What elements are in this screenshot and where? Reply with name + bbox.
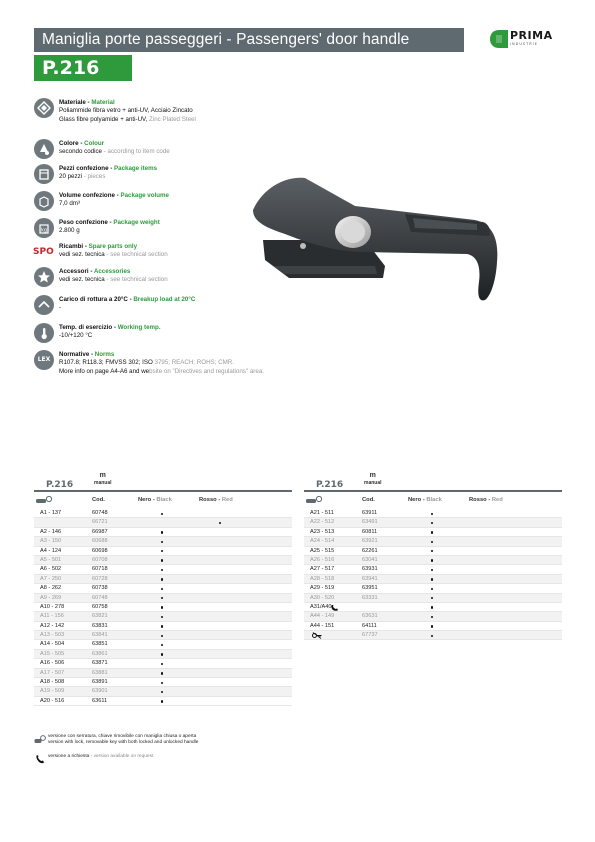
table-manual-label: m manual bbox=[364, 472, 382, 486]
row-code: 63861 bbox=[92, 650, 108, 657]
row-code: 63951 bbox=[362, 585, 378, 592]
row-code: 63831 bbox=[92, 622, 108, 629]
nero-dot bbox=[161, 513, 163, 515]
nero-dot bbox=[431, 513, 433, 515]
material-icon bbox=[34, 98, 54, 118]
col-rosso-it: Rosso bbox=[469, 497, 487, 503]
nero-dot bbox=[431, 541, 433, 543]
row-application: A6 - 502 bbox=[40, 566, 62, 573]
row-application: A12 - 142 bbox=[40, 622, 65, 629]
nero-dot bbox=[161, 616, 163, 618]
legend-text bbox=[48, 754, 153, 760]
row-code: 63941 bbox=[362, 575, 378, 582]
table-row bbox=[304, 528, 562, 537]
spec-value-en: 3795; REACH; ROHS; CMR. bbox=[152, 359, 234, 367]
table-row bbox=[304, 575, 562, 584]
col-cod: Cod. bbox=[362, 497, 375, 503]
row-code: 63871 bbox=[92, 660, 108, 667]
table-row bbox=[34, 640, 292, 649]
spec-text: Colore - Colour secondo codice - according to item code bbox=[59, 140, 170, 156]
nero-dot bbox=[431, 597, 433, 599]
row-application: A15 - 505 bbox=[40, 650, 65, 657]
row-code: 60718 bbox=[92, 566, 108, 573]
row-application: A21 - 511 bbox=[310, 510, 334, 516]
row-application: A10 - 278 bbox=[40, 603, 65, 610]
nero-dot bbox=[161, 588, 163, 590]
row-application: A13 - 503 bbox=[40, 632, 65, 639]
row-application: A4 - 124 bbox=[40, 547, 62, 554]
col-nero: Nero - Black bbox=[408, 497, 442, 503]
spec-label-it: Volume confezione bbox=[59, 192, 115, 199]
table-row bbox=[34, 612, 292, 621]
spec-value-en: - according to item code bbox=[102, 148, 170, 156]
spec-value-it: 20 pezzi bbox=[59, 173, 83, 181]
row-application: A5 - 501 bbox=[40, 556, 62, 563]
product-image bbox=[245, 170, 515, 320]
table-row bbox=[34, 537, 292, 546]
spec-label-en: Spare parts only bbox=[88, 243, 138, 250]
table-bar bbox=[304, 490, 562, 492]
table-row bbox=[304, 603, 562, 612]
row-application: A11 - 156 bbox=[40, 613, 64, 620]
nero-dot bbox=[161, 700, 163, 702]
table-rows bbox=[304, 509, 562, 640]
table-row bbox=[34, 565, 292, 574]
table-row bbox=[304, 509, 562, 518]
spec-label-en: Colour bbox=[84, 140, 105, 147]
package-volume-icon bbox=[34, 191, 54, 211]
row-code: 63851 bbox=[92, 641, 108, 648]
table-code: P.216 bbox=[46, 480, 74, 490]
table-row bbox=[34, 556, 292, 565]
table-row bbox=[34, 659, 292, 668]
table-columns bbox=[304, 495, 562, 507]
spec-label-it: Peso confezione bbox=[59, 219, 108, 226]
nero-dot bbox=[431, 578, 433, 580]
spec-text: Temp. di esercizio - Working temp. -10/+120 °C bbox=[59, 324, 161, 340]
accessories-icon bbox=[34, 267, 54, 287]
col-nero-en: Black bbox=[426, 497, 442, 503]
spec-text: Volume confezione - Package volume 7,0 dm³ bbox=[59, 192, 169, 208]
spec-value-it: - bbox=[59, 304, 62, 312]
brand-subtitle: INDUSTRIE bbox=[510, 42, 538, 46]
table-row bbox=[34, 650, 292, 659]
col-nero-it: Nero bbox=[138, 497, 152, 503]
row-code: 62261 bbox=[362, 547, 378, 554]
key-column-icon bbox=[304, 495, 324, 505]
row-code: 60688 bbox=[92, 538, 108, 545]
row-code: 60728 bbox=[92, 575, 108, 582]
row-code: 60811 bbox=[362, 528, 378, 535]
nero-dot bbox=[161, 597, 163, 599]
row-code: 63931 bbox=[362, 566, 378, 573]
table-row bbox=[304, 594, 562, 603]
row-code: 66987 bbox=[92, 528, 108, 535]
codes-table-left bbox=[34, 472, 292, 704]
col-rosso-en: Red bbox=[491, 497, 503, 503]
nero-dot bbox=[161, 578, 163, 580]
nero-dot bbox=[161, 606, 163, 608]
table-bar bbox=[34, 490, 292, 492]
table-manual-label: m manual bbox=[94, 472, 112, 486]
table-header bbox=[34, 472, 292, 510]
nero-dot bbox=[161, 541, 163, 543]
row-application: A44 - 149 bbox=[310, 613, 335, 620]
spec-label-en: Material bbox=[91, 99, 115, 106]
row-application: A24 - 514 bbox=[310, 538, 335, 545]
nero-dot bbox=[161, 625, 163, 627]
spec-label-en: Working temp. bbox=[117, 324, 161, 331]
row-application: A31/A40 bbox=[310, 603, 332, 610]
row-code: 63881 bbox=[92, 669, 108, 676]
row-application: A27 - 517 bbox=[310, 566, 335, 573]
spo-icon: SPO bbox=[33, 247, 54, 257]
row-application: A28 - 518 bbox=[310, 575, 335, 582]
col-rosso-it: Rosso bbox=[199, 497, 217, 503]
row-application: A7 - 250 bbox=[40, 575, 62, 582]
nero-dot bbox=[431, 588, 433, 590]
row-code: 63491 bbox=[362, 519, 378, 526]
manual-text: manual bbox=[94, 480, 112, 486]
row-application: A2 - 146 bbox=[40, 528, 62, 535]
row-code: 63921 bbox=[362, 538, 378, 545]
row-code: 63611 bbox=[92, 697, 108, 704]
spec-label-it: Carico di rottura a 20°C bbox=[59, 296, 128, 303]
nero-dot bbox=[431, 550, 433, 552]
row-code: 60698 bbox=[92, 547, 108, 554]
table-row bbox=[34, 528, 292, 537]
row-code: 63911 bbox=[362, 510, 378, 516]
table-row bbox=[34, 603, 292, 612]
lock-key-icon bbox=[34, 734, 46, 744]
nero-dot bbox=[161, 672, 163, 674]
table-row bbox=[34, 622, 292, 631]
row-application: A19 - 509 bbox=[40, 688, 65, 695]
table-code: P.216 bbox=[316, 480, 344, 490]
row-code: 60738 bbox=[92, 585, 108, 592]
spec-value-it: Glass fibre polyamide + anti-UV, bbox=[59, 115, 148, 123]
row-application: A3 - 150 bbox=[40, 538, 62, 545]
table-row bbox=[304, 622, 562, 631]
table-row bbox=[304, 556, 562, 565]
nero-dot bbox=[161, 559, 163, 561]
spec-label-it: Accessori bbox=[59, 268, 89, 275]
table-row bbox=[34, 509, 292, 518]
row-code: 60708 bbox=[92, 556, 108, 563]
spec-value-it: 2.800 g bbox=[59, 227, 80, 235]
row-application: A20 - 516 bbox=[40, 697, 65, 704]
row-code: 63901 bbox=[92, 688, 108, 695]
col-rosso-en: Red bbox=[221, 497, 233, 503]
nero-dot bbox=[431, 625, 433, 627]
spec-value-it: vedi sez. tecnica bbox=[59, 276, 105, 284]
nero-dot bbox=[431, 522, 433, 524]
temperature-icon bbox=[34, 323, 54, 343]
spec-text: Materiale - Material Poliammide fibra vetro + anti-UV, Acciaio Zincato Glass fibre polyamide + anti-UV, Zinc Plated Steel bbox=[59, 99, 196, 123]
phone-icon bbox=[34, 754, 46, 764]
nero-dot bbox=[431, 616, 433, 618]
table-row bbox=[304, 612, 562, 621]
row-code: 60758 bbox=[92, 603, 108, 610]
codes-table-right bbox=[304, 472, 562, 639]
table-row bbox=[34, 518, 292, 527]
nero-dot bbox=[161, 531, 163, 533]
spec-label-it: Ricambi bbox=[59, 243, 84, 250]
phone-icon bbox=[330, 604, 340, 611]
row-application: A14 - 504 bbox=[40, 641, 65, 648]
table-row bbox=[34, 547, 292, 556]
spec-text: Ricambi - Spare parts only vedi sez. tecnica - see technical section bbox=[59, 243, 168, 259]
colour-icon bbox=[34, 139, 54, 159]
nero-dot bbox=[161, 644, 163, 646]
nero-dot bbox=[431, 531, 433, 533]
spec-value-it: -10/+120 °C bbox=[59, 332, 93, 340]
spec-label-en: Breakup load at 20°C bbox=[133, 296, 196, 303]
row-code: 66721 bbox=[92, 519, 108, 526]
row-code: 63821 bbox=[92, 613, 108, 620]
row-code: 60748 bbox=[92, 510, 108, 516]
spec-value-it: R107.8; R118.3; FMVSS 302; ISO bbox=[59, 359, 153, 367]
row-application: A44 - 151 bbox=[310, 622, 335, 629]
legend-en: version with lock, removable key with both locked and unlocked handle bbox=[48, 740, 199, 745]
row-application: A17 - 507 bbox=[40, 669, 65, 676]
col-rosso: Rosso - Red bbox=[199, 497, 233, 503]
nero-dot bbox=[431, 606, 433, 608]
key-column-icon bbox=[34, 495, 54, 505]
table-row bbox=[34, 575, 292, 584]
row-code: 63891 bbox=[92, 679, 108, 686]
row-code: 63331 bbox=[362, 594, 378, 601]
table-row bbox=[304, 547, 562, 556]
table-row bbox=[34, 697, 292, 706]
spec-label-it: Normative bbox=[59, 351, 90, 358]
table-row bbox=[34, 584, 292, 593]
row-code: 63041 bbox=[362, 556, 378, 563]
table-rows bbox=[34, 509, 292, 706]
brand-name: PRIMA bbox=[510, 29, 553, 42]
nero-dot bbox=[161, 653, 163, 655]
spec-value-en: - see technical section bbox=[104, 251, 168, 259]
row-application: A18 - 508 bbox=[40, 679, 65, 686]
legend-it: versione con serratura, chiave rimovibile con maniglia chiusa o aperta bbox=[48, 734, 197, 739]
row-code: 64111 bbox=[362, 622, 377, 629]
package-items-icon bbox=[34, 164, 54, 184]
svg-text:kg: kg bbox=[40, 227, 48, 234]
nero-dot bbox=[431, 635, 433, 637]
row-application: A8 - 262 bbox=[40, 585, 62, 592]
nero-dot bbox=[161, 691, 163, 693]
table-row bbox=[304, 584, 562, 593]
row-application: A29 - 519 bbox=[310, 585, 335, 592]
col-cod: Cod. bbox=[92, 497, 105, 503]
table-row bbox=[304, 518, 562, 527]
table-header bbox=[304, 472, 562, 510]
nero-dot bbox=[161, 682, 163, 684]
table-row bbox=[34, 594, 292, 603]
key-icon bbox=[312, 632, 322, 639]
nero-dot bbox=[161, 635, 163, 637]
spec-value-en: - pieces bbox=[82, 173, 106, 181]
col-rosso: Rosso - Red bbox=[469, 497, 503, 503]
row-code: 60748 bbox=[92, 594, 108, 601]
rosso-dot bbox=[219, 522, 221, 524]
row-code: 63841 bbox=[92, 632, 108, 639]
legend-it: versione a richiesta bbox=[48, 754, 90, 759]
col-nero: Nero - Black bbox=[138, 497, 172, 503]
table-row bbox=[34, 687, 292, 696]
spec-value-it: Poliammide fibra vetro + anti-UV, Acciaio Zincato bbox=[59, 107, 193, 115]
spec-value-en: - see technical section bbox=[104, 276, 168, 284]
package-weight-icon bbox=[34, 218, 54, 238]
lex-icon: LEX bbox=[34, 350, 54, 370]
row-application: A16 - 506 bbox=[40, 660, 65, 667]
spec-value-it: 7,0 dm³ bbox=[59, 200, 80, 208]
spec-label-it: Pezzi confezione bbox=[59, 165, 109, 172]
row-application: A25 - 515 bbox=[310, 547, 335, 554]
spec-label-en: Accessories bbox=[93, 268, 131, 275]
page-title: Maniglia porte passeggeri - Passengers' door handle bbox=[34, 28, 464, 52]
nero-dot bbox=[161, 663, 163, 665]
breakup-load-icon bbox=[34, 295, 54, 315]
spec-label-it: Colore bbox=[59, 140, 79, 147]
legend-en: - version available on request bbox=[89, 754, 154, 759]
spec-value-en: bsite on "Directives and regulations" area. bbox=[149, 367, 264, 375]
row-application: A26 - 516 bbox=[310, 556, 335, 563]
spec-value-it: More info on page A4-A6 and we bbox=[59, 367, 150, 375]
table-columns bbox=[34, 495, 292, 507]
spec-text: Normative - Norms R107.8; R118.3; FMVSS 302; ISO 3795; REACH; ROHS; CMR. More info on page A4-A6 and website on "Directives and regulations" area. bbox=[59, 351, 264, 375]
manual-text: manual bbox=[364, 480, 382, 486]
row-application: A22 - 512 bbox=[310, 519, 335, 526]
spec-label-en: Package weight bbox=[113, 219, 160, 226]
spec-label-en: Package volume bbox=[120, 192, 169, 199]
row-application: A23 - 513 bbox=[310, 528, 335, 535]
col-nero-en: Black bbox=[156, 497, 172, 503]
nero-dot bbox=[161, 550, 163, 552]
row-application: A30 - 520 bbox=[310, 594, 335, 601]
col-nero-it: Nero bbox=[408, 497, 422, 503]
table-row bbox=[304, 537, 562, 546]
row-application: A1 - 137 bbox=[40, 510, 62, 516]
spec-text: Peso confezione - Package weight 2.800 g bbox=[59, 219, 160, 235]
spec-label-en: Package items bbox=[114, 165, 158, 172]
nero-dot bbox=[161, 569, 163, 571]
product-code-badge: P.216 bbox=[34, 55, 132, 81]
spec-label-it: Materiale bbox=[59, 99, 86, 106]
row-code: 67737 bbox=[362, 632, 378, 639]
spec-value-it: secondo codice bbox=[59, 148, 102, 156]
table-row bbox=[34, 678, 292, 687]
table-row bbox=[304, 631, 562, 640]
row-application: A9 - 269 bbox=[40, 594, 62, 601]
table-row bbox=[34, 631, 292, 640]
row-code: 63631 bbox=[362, 613, 378, 620]
table-row bbox=[304, 565, 562, 574]
spec-text: Carico di rottura a 20°C - Breakup load at 20°C - bbox=[59, 296, 196, 312]
legend-text bbox=[48, 734, 198, 746]
spec-text: Accessori - Accessories vedi sez. tecnica - see technical section bbox=[59, 268, 168, 284]
spec-value-en: Zinc Plated Steel bbox=[147, 115, 196, 123]
nero-dot bbox=[431, 569, 433, 571]
spec-value-it: vedi sez. tecnica bbox=[59, 251, 105, 259]
table-row bbox=[34, 669, 292, 678]
spec-text: Pezzi confezione - Package items 20 pezzi - pieces bbox=[59, 165, 158, 181]
spec-label-en: Norms bbox=[94, 351, 115, 358]
nero-dot bbox=[431, 559, 433, 561]
spec-label-it: Temp. di esercizio bbox=[59, 324, 113, 331]
